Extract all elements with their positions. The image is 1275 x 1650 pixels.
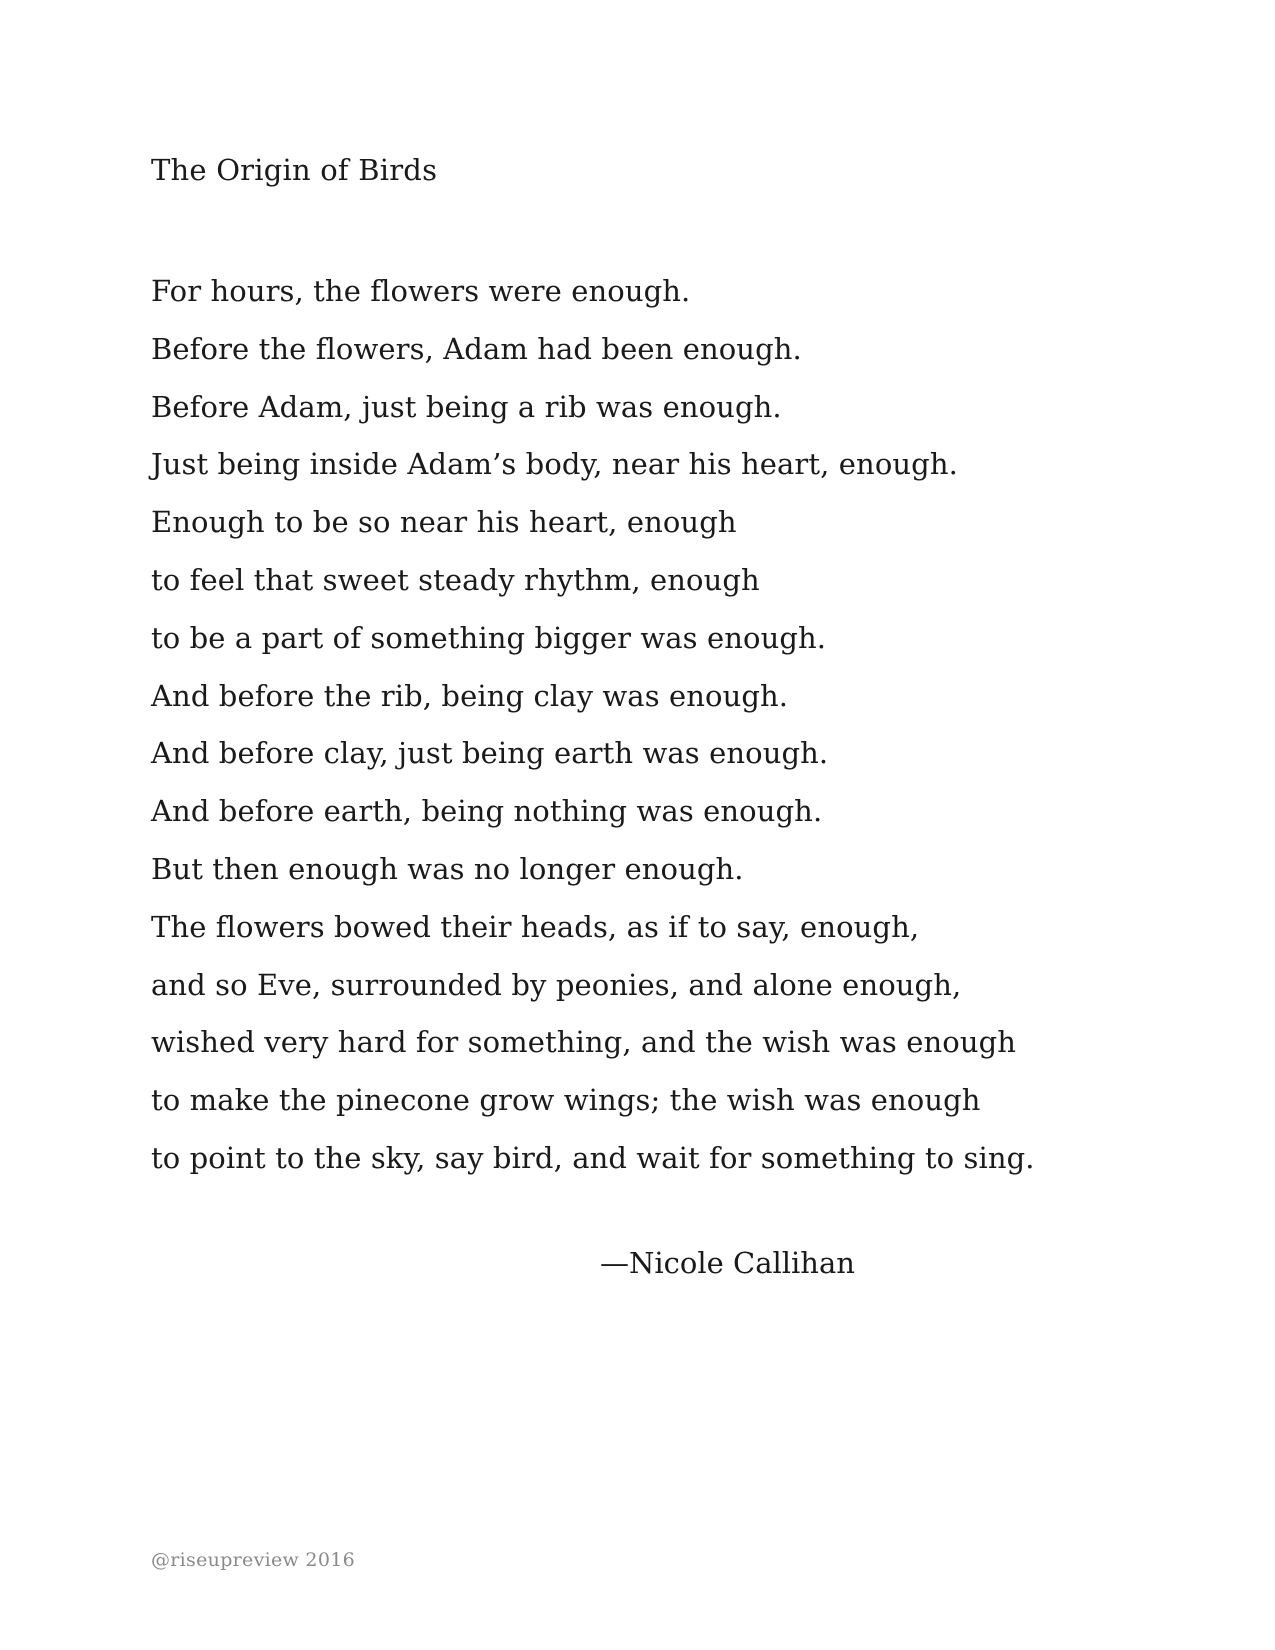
poem-line: Just being inside Adam’s body, near his heart, enough. <box>151 447 958 482</box>
poem-line: But then enough was no longer enough. <box>151 851 744 886</box>
poem-line: Before Adam, just being a rib was enough. <box>151 389 782 424</box>
poem-title: The Origin of Birds <box>151 153 438 187</box>
poem-line: to point to the sky, say bird, and wait for something to sing. <box>151 1140 1035 1175</box>
poem-body <box>151 263 1035 1188</box>
poem-line: to be a part of something bigger was enough. <box>151 620 827 655</box>
poem-line: Before the flowers, Adam had been enough. <box>151 331 802 366</box>
poem-line: And before the rib, being clay was enough. <box>151 678 789 713</box>
poem-line: For hours, the flowers were enough. <box>151 274 691 308</box>
poem-line: Enough to be so near his heart, enough <box>151 505 737 540</box>
poem-line: And before earth, being nothing was enough. <box>151 794 823 829</box>
poem-author: —Nicole Callihan <box>600 1246 855 1280</box>
poem-line: and so Eve, surrounded by peonies, and alone enough, <box>151 967 962 1002</box>
poem-line: to make the pinecone grow wings; the wish was enough <box>151 1083 981 1118</box>
poem-line: The flowers bowed their heads, as if to say, enough, <box>151 909 920 944</box>
poem-line: And before clay, just being earth was enough. <box>151 736 829 771</box>
poem-line: to feel that sweet steady rhythm, enough <box>151 562 760 597</box>
poem-line: wished very hard for something, and the wish was enough <box>151 1025 1017 1060</box>
footer-credit: @riseupreview 2016 <box>151 1549 355 1571</box>
